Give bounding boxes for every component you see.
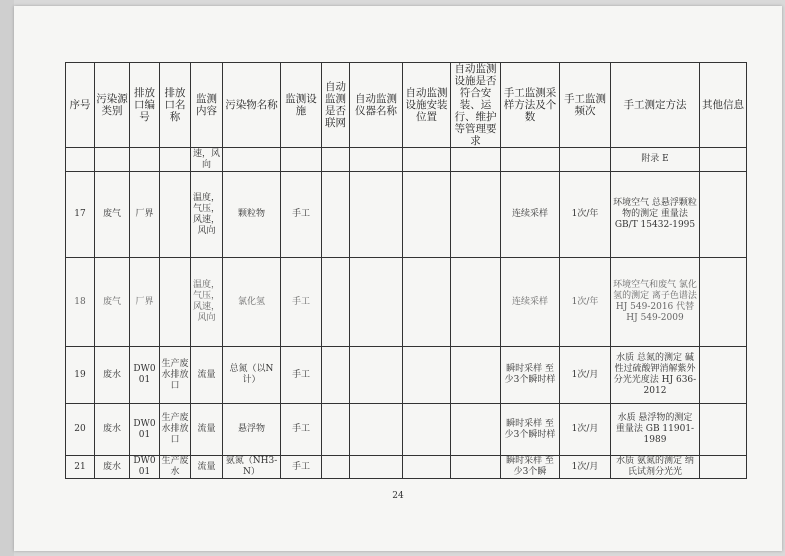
cell-seq: 18 (66, 258, 95, 347)
cell-manual-frequency: 1次/年 (560, 258, 611, 347)
cell-pollutant: 悬浮物 (223, 404, 281, 456)
cell-seq: 19 (66, 347, 95, 404)
cell-monitor-content: 流量 (191, 456, 223, 479)
table-row (66, 456, 747, 479)
header-seq: 序号 (66, 63, 95, 148)
document-page (14, 6, 782, 551)
cell-manual-sampling: 瞬时采样 至少3个瞬 (501, 456, 560, 479)
cell-manual-frequency: 1次/年 (560, 172, 611, 258)
header-auto-instrument: 自动监测仪器名称 (350, 63, 403, 148)
cell-outlet-name: 生产废水排放口 (160, 404, 191, 456)
cell-manual-method: 附录 E (611, 148, 700, 172)
cell-outlet-name: 生产废水 (161, 456, 189, 477)
monitoring-table (65, 62, 747, 479)
cell-manual-method: 环境空气 总悬浮颗粒物的测定 重量法 GB/T 15432-1995 (611, 172, 700, 258)
header-monitor-content: 监测内容 (191, 63, 223, 148)
cell-monitor-content: 流量 (191, 404, 223, 456)
header-pollution-type: 污染源类别 (95, 63, 130, 148)
header-outlet-no: 排放口编号 (130, 63, 160, 148)
cell-outlet-no: DW001 (130, 456, 160, 479)
cell-pollution-type: 废水 (95, 404, 130, 456)
cell-manual-sampling: 瞬时采样 至少3个瞬时样 (501, 347, 560, 404)
cell-manual-frequency: 1次/月 (560, 347, 611, 404)
cell-pollution-type: 废水 (95, 456, 130, 479)
cell-pollutant: 颗粒物 (223, 172, 281, 258)
cell-manual-method: 水质 总氮的测定 碱性过硫酸钾消解紫外分光光度法 HJ 636-2012 (611, 347, 700, 404)
header-auto-install-position: 自动监测设施安装位置 (403, 63, 451, 148)
scan-edge (0, 0, 14, 556)
cell-manual-sampling: 连续采样 (501, 258, 560, 347)
cell-manual-frequency: 1次/月 (560, 404, 611, 456)
cell-manual-frequency: 1次/月 (560, 456, 611, 479)
cell-seq: 17 (66, 172, 95, 258)
header-facility: 监测设施 (281, 63, 322, 148)
header-outlet-name: 排放口名称 (160, 63, 191, 148)
cell-outlet-no: DW001 (130, 347, 160, 404)
page-number: 24 (392, 491, 404, 501)
header-row (66, 63, 747, 148)
cell-facility: 手工 (281, 456, 322, 479)
cell-monitor-content: 温度，气压，风速，风向 (191, 258, 223, 347)
table-row (66, 347, 747, 404)
cell-manual-sampling: 瞬时采样 至少3个瞬时样 (501, 404, 560, 456)
header-auto-compliance: 自动监测设施是否符合安装、运行、维护等管理要求 (451, 63, 501, 148)
cell-pollution-type: 废水 (95, 347, 130, 404)
cell-outlet-name (160, 258, 191, 347)
cell-pollutant: 总氮（以N计） (223, 347, 281, 404)
cell-monitor-content: 流量 (191, 347, 223, 404)
cell-outlet-name (160, 172, 191, 258)
continuation-row (66, 148, 747, 172)
cell-pollution-type: 废气 (95, 258, 130, 347)
cell-seq: 20 (66, 404, 95, 456)
table-row (66, 172, 747, 258)
header-manual-method: 手工测定方法 (611, 63, 700, 148)
cell-monitor-content: 温度，气压，风速，风向 (191, 172, 223, 258)
cell-pollution-type: 废气 (95, 172, 130, 258)
cell-manual-method: 环境空气和废气 氯化氢的测定 离子色谱法 HJ 549-2016 代替 HJ 549-2009 (611, 258, 700, 347)
table-row (66, 404, 747, 456)
header-pollutant: 污染物名称 (223, 63, 281, 148)
cell-manual-method: 水质 悬浮物的测定 重量法 GB 11901-1989 (611, 404, 700, 456)
header-auto-networked: 自动监测是否联网 (322, 63, 350, 148)
cell-monitor-content: 速，风向 (191, 148, 223, 172)
cell-facility: 手工 (281, 347, 322, 404)
cell-outlet-no: DW001 (130, 404, 160, 456)
cell-pollutant: 氨氮（NH3-N） (223, 456, 281, 479)
cell-manual-sampling: 连续采样 (501, 172, 560, 258)
cell-facility: 手工 (281, 404, 322, 456)
header-other-info: 其他信息 (700, 63, 747, 148)
cell-facility: 手工 (281, 258, 322, 347)
header-manual-sampling: 手工监测采样方法及个数 (501, 63, 560, 148)
cell-manual-method: 水质 氨氮的测定 纳氏试剂分光光 (611, 456, 700, 479)
cell-pollutant: 氯化氢 (223, 258, 281, 347)
cell-outlet-no: 厂界 (130, 172, 160, 258)
cell-outlet-no: 厂界 (130, 258, 160, 347)
cell-seq: 21 (66, 456, 95, 479)
cell-facility: 手工 (281, 172, 322, 258)
table-row (66, 258, 747, 347)
header-manual-frequency: 手工监测频次 (560, 63, 611, 148)
cell-outlet-name: 生产废水排放口 (160, 347, 191, 404)
